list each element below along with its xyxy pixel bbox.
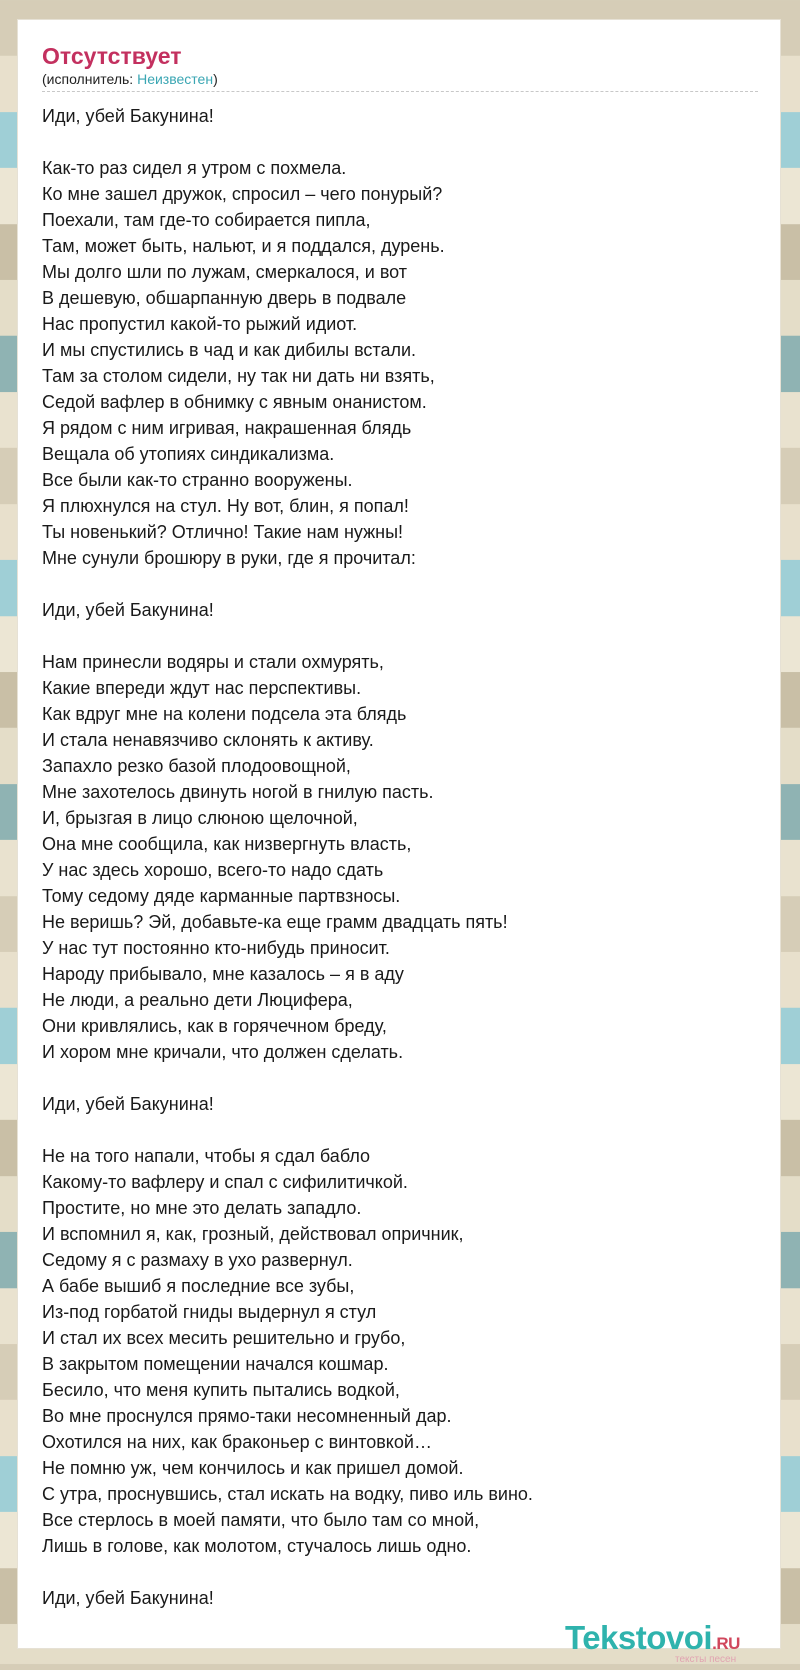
artist-suffix: ) xyxy=(213,71,218,87)
lyrics-line: Простите, но мне это делать западло. xyxy=(42,1198,362,1218)
lyrics-line: Вещала об утопиях синдикализма. xyxy=(42,444,335,464)
lyrics-line: И стала ненавязчиво склонять к активу. xyxy=(42,730,374,750)
lyrics-line: Не люди, а реально дети Люцифера, xyxy=(42,990,353,1010)
logo-name: Tekstovoi xyxy=(565,1619,713,1656)
lyrics-blank-line xyxy=(42,1065,762,1091)
lyrics-line: Все были как-то странно вооружены. xyxy=(42,470,353,490)
lyrics-line: У нас тут постоянно кто-нибудь приносит. xyxy=(42,938,390,958)
lyrics-line: Она мне сообщила, как низвергнуть власть, xyxy=(42,834,412,854)
lyrics-line: У нас здесь хорошо, всего-то надо сдать xyxy=(42,860,384,880)
lyrics-line: Тому седому дяде карманные партвзносы. xyxy=(42,886,401,906)
lyrics-line: Мне сунули брошюру в руки, где я прочитал: xyxy=(42,548,416,568)
lyrics-line: Там за столом сидели, ну так ни дать ни взять, xyxy=(42,366,435,386)
lyrics-line: С утра, проснувшись, стал искать на водку, пиво иль вино. xyxy=(42,1484,533,1504)
lyrics-line: Во мне проснулся прямо-таки несомненный дар. xyxy=(42,1406,452,1426)
lyrics-blank-line xyxy=(42,1117,762,1143)
lyrics-line: Седому я с размаху в ухо развернул. xyxy=(42,1250,353,1270)
lyrics-line: Иди, убей Бакунина! xyxy=(42,1094,214,1114)
lyrics-line: Какому-то вафлеру и спал с сифилитичкой. xyxy=(42,1172,408,1192)
lyrics-line: Поехали, там где-то собирается пипла, xyxy=(42,210,371,230)
lyrics-line: В закрытом помещении начался кошмар. xyxy=(42,1354,389,1374)
logo-tagline: тексты песен xyxy=(675,1654,737,1665)
lyrics-line: И вспомнил я, как, грозный, действовал опричник, xyxy=(42,1224,464,1244)
lyrics-line: Мы долго шли по лужам, смеркалося, и вот xyxy=(42,262,408,282)
lyrics-line: Они кривлялись, как в горячечном бреду, xyxy=(42,1016,387,1036)
lyrics-line: И хором мне кричали, что должен сделать. xyxy=(42,1042,404,1062)
lyrics-line: А бабе вышиб я последние все зубы, xyxy=(42,1276,355,1296)
lyrics-line: Как-то раз сидел я утром с похмела. xyxy=(42,158,347,178)
lyrics-line: И мы спустились в чад и как дибилы встали. xyxy=(42,340,417,360)
lyrics-line: Не помню уж, чем кончилось и как пришел домой. xyxy=(42,1458,464,1478)
lyrics-line: Я плюхнулся на стул. Ну вот, блин, я попал! xyxy=(42,496,409,516)
song-title: Отсутствует xyxy=(42,43,182,69)
lyrics-line: Нас пропустил какой-то рыжий идиот. xyxy=(42,314,358,334)
lyrics-line: Иди, убей Бакунина! xyxy=(42,600,214,620)
logo-domain: .RU xyxy=(712,1634,740,1653)
lyrics-line: И, брызгая в лицо слюною щелочной, xyxy=(42,808,358,828)
lyrics-blank-line xyxy=(42,129,762,155)
lyrics-line: Седой вафлер в обнимку с явным онанистом. xyxy=(42,392,427,412)
lyrics-line: Запахло резко базой плодоовощной, xyxy=(42,756,351,776)
lyrics-line: Бесило, что меня купить пытались водкой, xyxy=(42,1380,400,1400)
artist-link[interactable]: Неизвестен xyxy=(137,71,214,87)
lyrics-line: Все стерлось в моей памяти, что было там со мной, xyxy=(42,1510,480,1530)
lyrics-line: Ты новенький? Отлично! Такие нам нужны! xyxy=(42,522,404,542)
site-logo[interactable] xyxy=(565,1620,795,1670)
lyrics-line: Лишь в голове, как молотом, стучалось лишь одно. xyxy=(42,1536,472,1556)
lyrics-line: Из-под горбатой гниды выдернул я стул xyxy=(42,1302,377,1322)
artist-prefix: (исполнитель: xyxy=(42,71,138,87)
song-header xyxy=(42,42,758,92)
artist-line xyxy=(42,70,758,88)
lyrics-line: В дешевую, обшарпанную дверь в подвале xyxy=(42,288,407,308)
lyrics-line: Там, может быть, нальют, и я поддался, дурень. xyxy=(42,236,445,256)
lyrics-line: Не на того напали, чтобы я сдал бабло xyxy=(42,1146,371,1166)
lyrics-line: Народу прибывало, мне казалось – я в аду xyxy=(42,964,404,984)
lyrics-text xyxy=(42,103,762,1611)
lyrics-line: Как вдруг мне на колени подсела эта блядь xyxy=(42,704,407,724)
lyrics-line: И стал их всех месить решительно и грубо, xyxy=(42,1328,406,1348)
lyrics-blank-line xyxy=(42,623,762,649)
lyrics-line: Нам принесли водяры и стали охмурять, xyxy=(42,652,384,672)
lyrics-line: Иди, убей Бакунина! xyxy=(42,1588,214,1608)
lyrics-line: Мне захотелось двинуть ногой в гнилую пасть. xyxy=(42,782,434,802)
lyrics-blank-line xyxy=(42,1559,762,1585)
lyrics-line: Охотился на них, как браконьер с винтовкой… xyxy=(42,1432,432,1452)
lyrics-blank-line xyxy=(42,571,762,597)
lyrics-line: Какие впереди ждут нас перспективы. xyxy=(42,678,362,698)
lyrics-line: Ко мне зашел дружок, спросил – чего понурый? xyxy=(42,184,443,204)
lyrics-page xyxy=(18,20,780,1665)
lyrics-line: Не веришь? Эй, добавьте-ка еще грамм двадцать пять! xyxy=(42,912,508,932)
lyrics-line: Иди, убей Бакунина! xyxy=(42,106,214,126)
lyrics-line: Я рядом с ним игривая, накрашенная блядь xyxy=(42,418,412,438)
